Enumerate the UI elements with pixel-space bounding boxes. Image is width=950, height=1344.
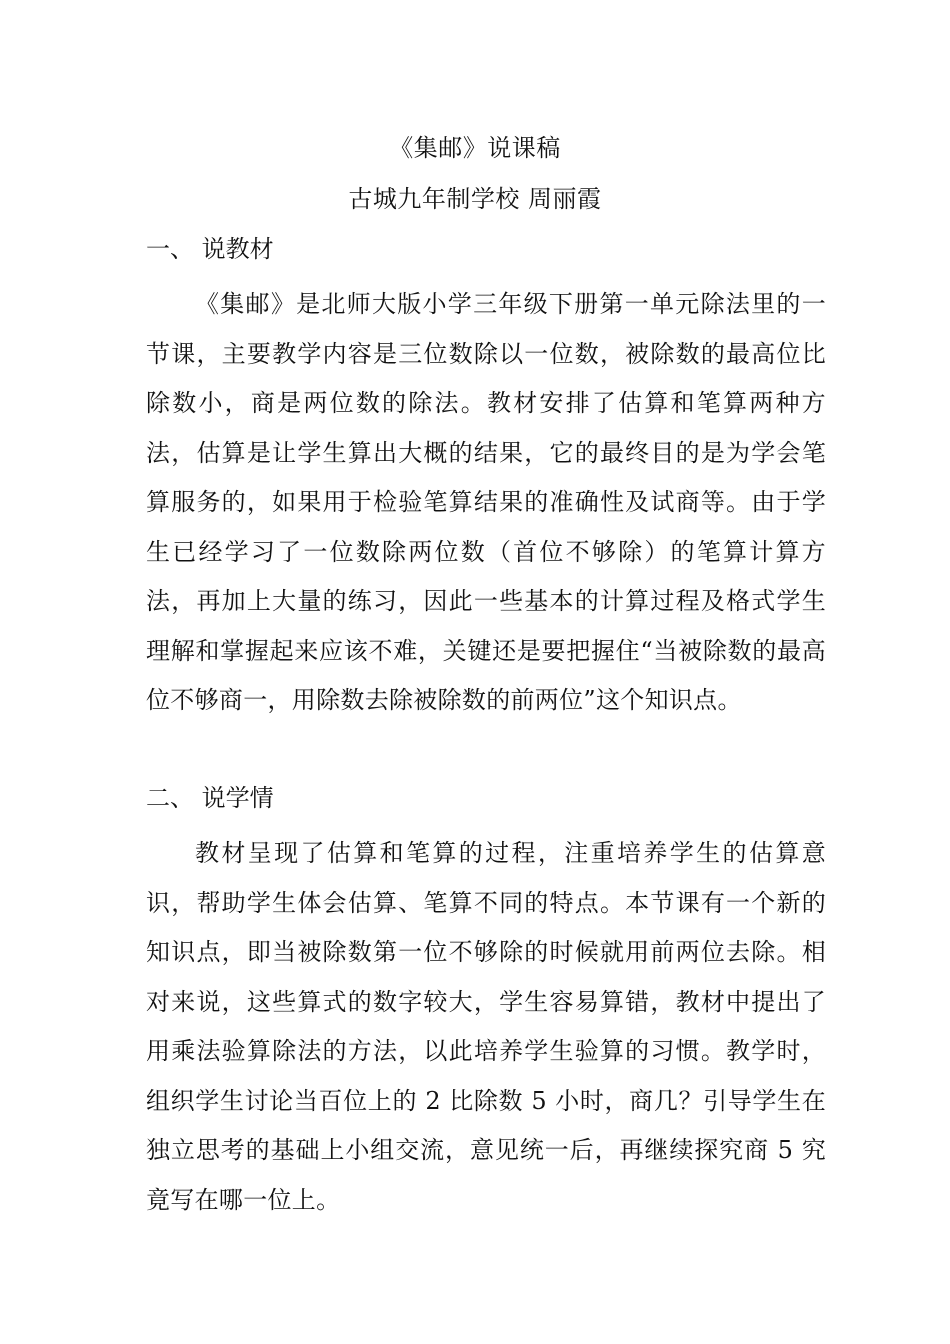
section-heading-textbook: 一、 说教材 [146,235,274,263]
author-line: 古城九年制学校 周丽霞 [348,185,602,213]
section-heading-students: 二、 说学情 [146,784,274,812]
section-paragraph-students: 教材呈现了估算和笔算的过程，注重培养学生的估算意识，帮助学生体会估算、笔算不同的特点。本节课有一个新的知识点，即当被除数第一位不够除的时候就用前两位去除。相对来说，这些算式的数字较大，学生容易算错，教材中提出了用乘法验算除法的方法，以此培养学生验算的习惯。教学时，组织学生讨论当百位上的 2 比除数 5 小时，商几？引导学生在独立思考的基础上小组交流，意见统一后，再继续探究商 5 究竟写在哪一位上。 [146,839,826,1214]
document-title: 《集邮》说课稿 [389,134,561,162]
section-paragraph-textbook: 《集邮》是北师大版小学三年级下册第一单元除法里的一节课，主要教学内容是三位数除以一位数，被除数的最高位比除数小，商是两位数的除法。教材安排了估算和笔算两种方法，估算是让学生算出大概的结果，它的最终目的是为学会笔算服务的，如果用于检验笔算结果的准确性及试商等。由于学生已经学习了一位数除两位数（首位不够除）的笔算计算方法，再加上大量的练习，因此一些基本的计算过程及格式学生理解和掌握起来应该不难，关键还是要把握住“当被除数的最高位不够商一，用除数去除被除数的前两位”这个知识点。 [146,290,826,714]
